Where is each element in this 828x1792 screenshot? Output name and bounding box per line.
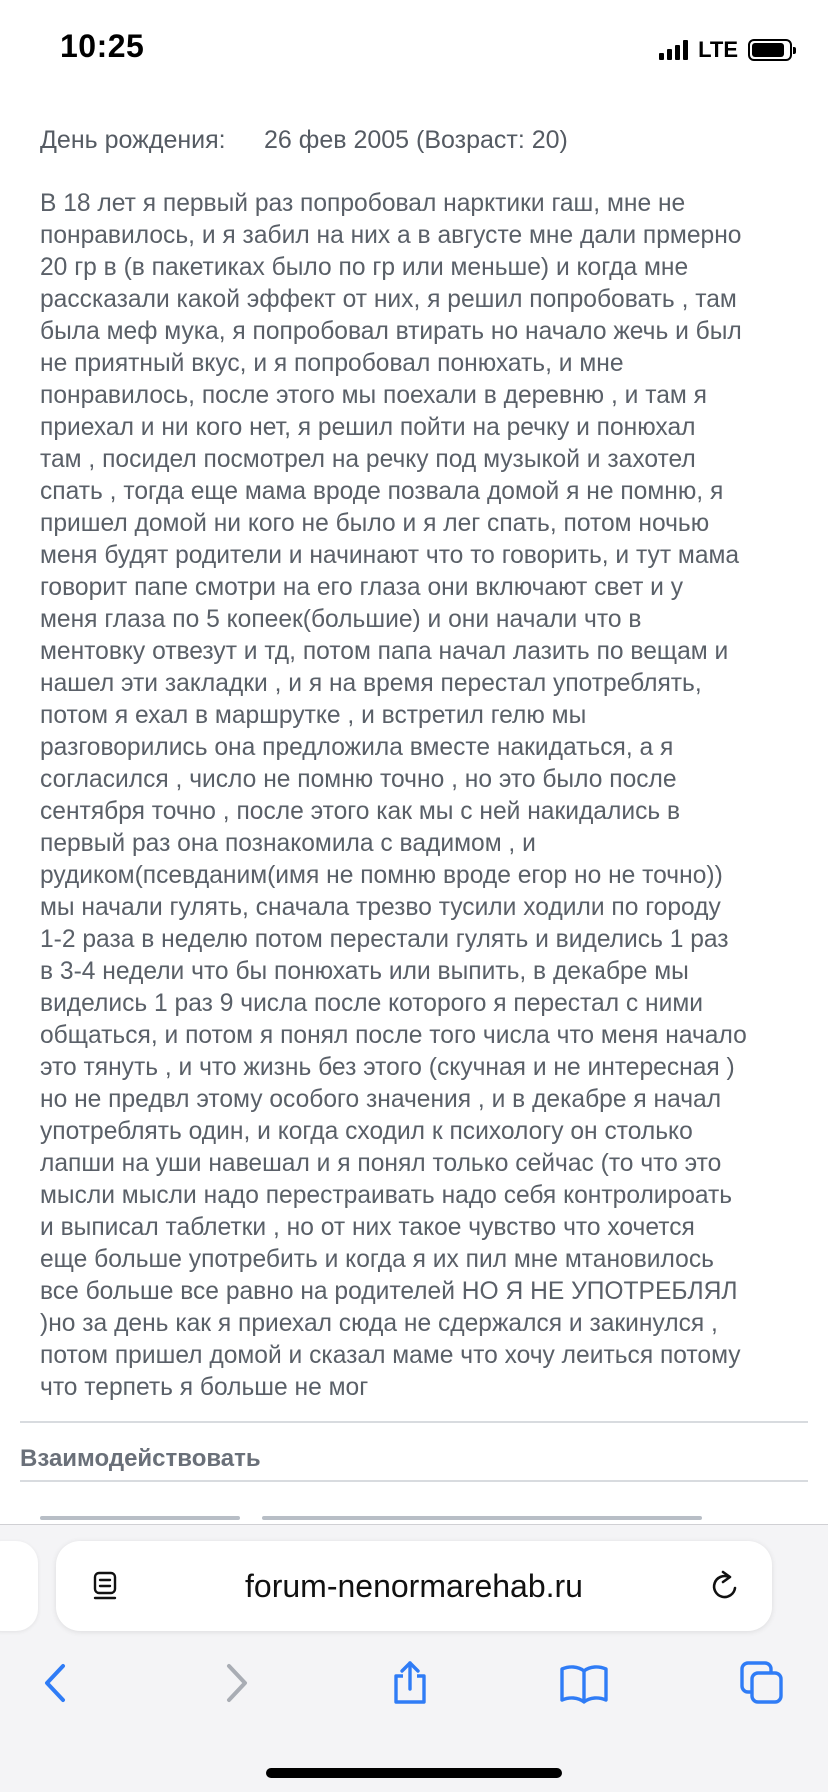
tabs-icon[interactable] — [738, 1659, 786, 1707]
bookmarks-button[interactable] — [554, 1653, 614, 1713]
browser-chrome — [0, 1524, 828, 1792]
section-title: Взаимодействовать — [20, 1445, 261, 1472]
browser-toolbar — [0, 1653, 828, 1713]
forward-icon[interactable] — [218, 1661, 254, 1705]
divider — [20, 1480, 808, 1482]
share-button[interactable] — [380, 1653, 440, 1713]
status-icons — [659, 36, 792, 64]
url-text[interactable]: forum-nenormarehab.ru — [245, 1568, 583, 1604]
birthday-value: 26 фев 2005 (Возраст: 20) — [264, 126, 568, 154]
status-time: 10:25 — [60, 28, 145, 64]
address-bar[interactable] — [56, 1541, 772, 1631]
forward-button[interactable] — [206, 1653, 266, 1713]
battery-icon — [748, 39, 792, 61]
back-button[interactable] — [26, 1653, 86, 1713]
network-label: LTE — [698, 37, 738, 62]
birthday-label: День рождения: — [40, 126, 226, 154]
back-icon[interactable] — [38, 1661, 74, 1705]
signal-icon — [659, 40, 688, 60]
previous-tab[interactable] — [0, 1541, 38, 1631]
share-icon[interactable] — [388, 1659, 432, 1707]
bookmarks-icon[interactable] — [558, 1661, 610, 1705]
post-body: В 18 лет я первый раз попробовал нарктики гаш, мне не понравилось, и я забил на них а в августе мне дали прмерно 20 гр в (в пакетиках было по гр или меньше) и когда мне рассказали какой эффект от них, я решил попробовать , там была меф мука, я попробовал втирать но начало жечь и был не приятный вкус, и я попробовал понюхать, и мне понравилось, после этого мы поехали в деревню , и там я приехал и ни кого нет, я решил пойти на речку и понюхал там , посидел посмотрел на речку под музыкой и захотел спать , тогда еще мама вроде позвала домой я не помню, я пришел домой ни кого не было и я лег спать, потом ночью меня будят родители и начинают что то говорить, и тут мама говорит папе смотри на его глаза они включают свет и у меня глаза по 5 копеек(большие) и они начали что в ментовку отвезут и тд, потом папа начал лазить по вещам и нашел эти закладки , и я на время перестал употреблять, потом я ехал в маршрутке , и встретил гелю мы разговорились она предложила вместе накидаться, а я согласился , число не помню точно , но это было после сентября точно , после этого как мы с ней накидались в первый раз она познакомила с вадимом , и рудиком(псевданим(имя не помню вроде егор но не точно)) мы начали гулять, сначала трезво тусили ходили по городу 1-2 раза в неделю потом перестали гулять и виделись 1 раз в 3-4 недели что бы понюхать или выпить, в декабре мы виделись 1 раз 9 числа после которого я перестал с ними общаться, и потом я понял после того числа что меня начало это тянуть , и что жизнь без этого (скучная и не интересная ) но не предвл этому особого значения , и в декабре я начал употреблять один, и когда сходил к психологу он столько лапши на уши навешал и я понял только сейчас (то что это мысли мысли надо перестраивать надо себя контролироать и выписал таблетки , но от них такое чувство что хочется еще больше употребить и когда я их пил мне мтановилось все больше все равно на родителей НО Я НЕ УПОТРЕБЛЯЛ )но за день как я приехал сюда не сдержался и закинулся , потом пришел домой и сказал маме что хочу леиться потому что терпеть я больше не мог — [40, 190, 747, 1401]
reload-icon[interactable] — [708, 1569, 742, 1603]
tabs-button[interactable] — [732, 1653, 792, 1713]
status-bar — [0, 0, 828, 90]
divider — [20, 1421, 808, 1423]
home-indicator[interactable] — [266, 1768, 562, 1778]
